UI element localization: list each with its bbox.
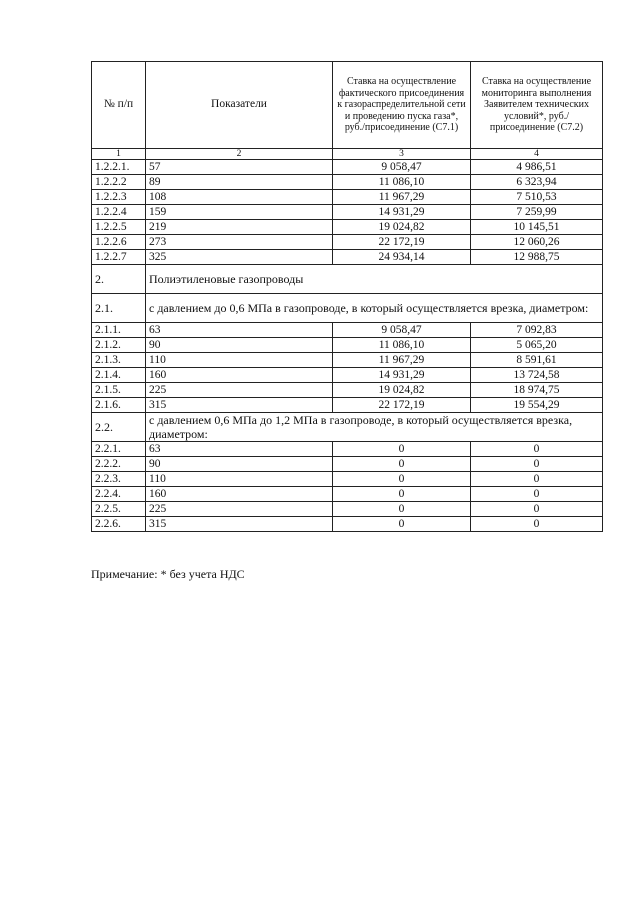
row-number: 2.1.6. — [92, 398, 146, 413]
row-rate-c72: 10 145,51 — [471, 220, 603, 235]
table-row — [92, 235, 603, 250]
section-title: с давлением 0,6 МПа до 1,2 МПа в газопроводе, в который осуществляется врезка, диаметром: — [146, 413, 603, 442]
row-diameter: 57 — [146, 160, 333, 175]
row-diameter: 90 — [146, 457, 333, 472]
row-rate-c71: 0 — [333, 442, 471, 457]
row-number: 1.2.2.3 — [92, 190, 146, 205]
row-number: 2.1.5. — [92, 383, 146, 398]
row-number: 1.2.2.4 — [92, 205, 146, 220]
row-diameter: 315 — [146, 398, 333, 413]
row-diameter: 273 — [146, 235, 333, 250]
column-number: 3 — [333, 149, 471, 160]
row-rate-c71: 0 — [333, 457, 471, 472]
table-row — [92, 338, 603, 353]
section-row — [92, 265, 603, 294]
row-rate-c72: 0 — [471, 487, 603, 502]
table-row — [92, 205, 603, 220]
row-number: 1.2.2.5 — [92, 220, 146, 235]
column-number-row — [92, 149, 603, 160]
row-number: 2.2.1. — [92, 442, 146, 457]
row-diameter: 110 — [146, 353, 333, 368]
row-rate-c72: 0 — [471, 502, 603, 517]
row-number: 2.1.4. — [92, 368, 146, 383]
row-rate-c71: 11 086,10 — [333, 338, 471, 353]
row-rate-c71: 0 — [333, 502, 471, 517]
section-title: Полиэтиленовые газопроводы — [146, 265, 603, 294]
row-number: 2.1.1. — [92, 323, 146, 338]
table-row — [92, 250, 603, 265]
table-row — [92, 160, 603, 175]
row-diameter: 219 — [146, 220, 333, 235]
row-diameter: 160 — [146, 487, 333, 502]
table-row — [92, 442, 603, 457]
row-rate-c71: 11 967,29 — [333, 190, 471, 205]
row-diameter: 89 — [146, 175, 333, 190]
tariff-table — [91, 61, 603, 532]
row-rate-c72: 7 510,53 — [471, 190, 603, 205]
row-rate-c72: 7 092,83 — [471, 323, 603, 338]
row-rate-c72: 6 323,94 — [471, 175, 603, 190]
row-rate-c72: 18 974,75 — [471, 383, 603, 398]
row-number: 2.2.3. — [92, 472, 146, 487]
table-row — [92, 190, 603, 205]
row-diameter: 159 — [146, 205, 333, 220]
row-diameter: 225 — [146, 502, 333, 517]
row-rate-c72: 12 988,75 — [471, 250, 603, 265]
row-diameter: 108 — [146, 190, 333, 205]
row-number: 1.2.2.6 — [92, 235, 146, 250]
row-number: 2.1.2. — [92, 338, 146, 353]
row-rate-c72: 0 — [471, 457, 603, 472]
section-row — [92, 413, 603, 442]
section-number: 2.2. — [92, 413, 146, 442]
table-row — [92, 220, 603, 235]
row-rate-c71: 19 024,82 — [333, 383, 471, 398]
section-number: 2. — [92, 265, 146, 294]
header-rate-c71: Ставка на осуществление фактического присоединения к газораспределительной сети и проведению пуска газа*, руб./присоединение (С7.1) — [333, 62, 471, 149]
table-row — [92, 323, 603, 338]
column-number: 2 — [146, 149, 333, 160]
row-number: 1.2.2.7 — [92, 250, 146, 265]
header-row — [92, 62, 603, 149]
row-diameter: 315 — [146, 517, 333, 532]
table-row — [92, 368, 603, 383]
row-rate-c71: 0 — [333, 517, 471, 532]
row-rate-c72: 7 259,99 — [471, 205, 603, 220]
section-number: 2.1. — [92, 294, 146, 323]
row-rate-c72: 0 — [471, 472, 603, 487]
table-row — [92, 502, 603, 517]
row-rate-c71: 22 172,19 — [333, 235, 471, 250]
row-rate-c71: 14 931,29 — [333, 368, 471, 383]
row-diameter: 325 — [146, 250, 333, 265]
row-diameter: 225 — [146, 383, 333, 398]
row-number: 2.2.6. — [92, 517, 146, 532]
tariff-table-body — [92, 62, 603, 532]
row-rate-c72: 4 986,51 — [471, 160, 603, 175]
column-number: 4 — [471, 149, 603, 160]
table-row — [92, 398, 603, 413]
row-rate-c71: 9 058,47 — [333, 160, 471, 175]
row-diameter: 90 — [146, 338, 333, 353]
row-number: 1.2.2.1. — [92, 160, 146, 175]
row-diameter: 63 — [146, 442, 333, 457]
table-row — [92, 472, 603, 487]
row-diameter: 110 — [146, 472, 333, 487]
row-rate-c71: 19 024,82 — [333, 220, 471, 235]
section-row — [92, 294, 603, 323]
row-rate-c71: 14 931,29 — [333, 205, 471, 220]
row-number: 2.2.2. — [92, 457, 146, 472]
header-number: № п/п — [92, 62, 146, 149]
row-rate-c72: 0 — [471, 517, 603, 532]
row-rate-c72: 13 724,58 — [471, 368, 603, 383]
row-number: 1.2.2.2 — [92, 175, 146, 190]
table-row — [92, 487, 603, 502]
row-rate-c72: 12 060,26 — [471, 235, 603, 250]
row-rate-c71: 0 — [333, 472, 471, 487]
row-rate-c72: 8 591,61 — [471, 353, 603, 368]
table-row — [92, 383, 603, 398]
row-rate-c71: 22 172,19 — [333, 398, 471, 413]
row-rate-c71: 11 967,29 — [333, 353, 471, 368]
table-row — [92, 457, 603, 472]
row-rate-c71: 11 086,10 — [333, 175, 471, 190]
section-title: с давлением до 0,6 МПа в газопроводе, в который осуществляется врезка, диаметром: — [146, 294, 603, 323]
table-row — [92, 175, 603, 190]
row-rate-c71: 24 934,14 — [333, 250, 471, 265]
row-rate-c71: 9 058,47 — [333, 323, 471, 338]
row-rate-c72: 0 — [471, 442, 603, 457]
row-number: 2.2.5. — [92, 502, 146, 517]
row-rate-c71: 0 — [333, 487, 471, 502]
header-indicators: Показатели — [146, 62, 333, 149]
row-rate-c72: 19 554,29 — [471, 398, 603, 413]
row-diameter: 160 — [146, 368, 333, 383]
table-row — [92, 353, 603, 368]
column-number: 1 — [92, 149, 146, 160]
row-rate-c72: 5 065,20 — [471, 338, 603, 353]
table-row — [92, 517, 603, 532]
row-number: 2.1.3. — [92, 353, 146, 368]
footnote: Примечание: * без учета НДС — [91, 567, 245, 581]
row-number: 2.2.4. — [92, 487, 146, 502]
header-rate-c72: Ставка на осуществление мониторинга выполнения Заявителем технических условий*, руб./присоединение (С7.2) — [471, 62, 603, 149]
row-diameter: 63 — [146, 323, 333, 338]
